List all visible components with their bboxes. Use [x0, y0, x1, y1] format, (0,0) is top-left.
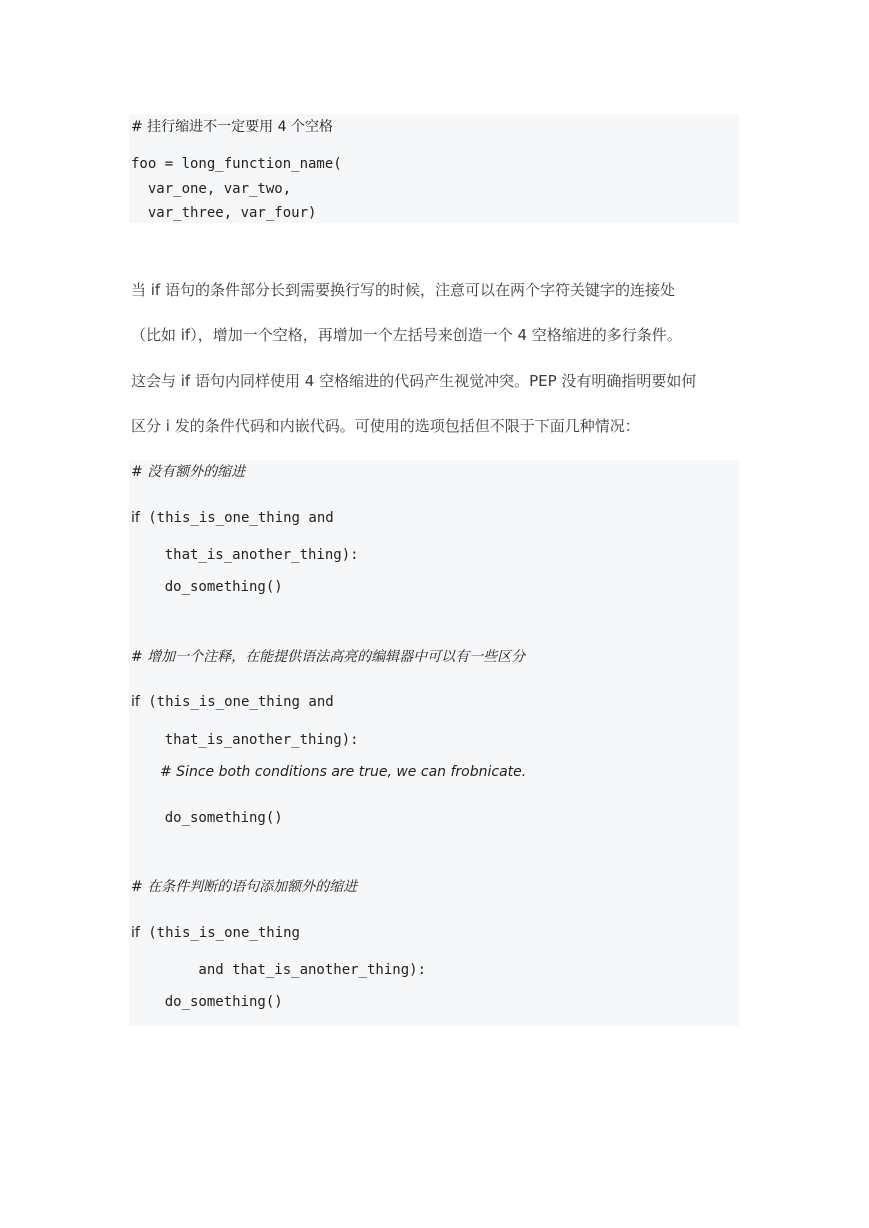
- keyword-if: if: [131, 510, 140, 526]
- paragraph-line: 区分 i 发的条件代码和内嵌代码。可使用的选项包括但不限于下面几种情况：: [131, 417, 640, 435]
- code-line: foo = long_function_name(: [131, 156, 342, 172]
- code-line: [131, 511, 334, 525]
- paragraph-line: 当 if 语句的条件部分长到需要换行写的时候，注意可以在两个字符关键字的连接处: [131, 281, 675, 299]
- keyword-if: if: [131, 694, 140, 710]
- code-line: and that_is_another_thing):: [131, 962, 427, 978]
- code-inline-comment: # Since both conditions are true, we can frobnicate.: [160, 764, 527, 780]
- code-line: that_is_another_thing):: [131, 732, 359, 748]
- code-line: [131, 695, 334, 709]
- code-line: [131, 926, 300, 940]
- code-text: (this_is_one_thing and: [139, 510, 334, 526]
- code-comment: # 没有额外的缩进: [131, 464, 246, 480]
- code-line: do_something(): [131, 994, 283, 1010]
- code-line: var_one, var_two,: [131, 181, 292, 197]
- code-line: var_three, var_four): [131, 205, 317, 221]
- paragraph-line: 这会与 if 语句内同样使用 4 空格缩进的代码产生视觉冲突。PEP 没有明确指明要如何: [131, 372, 697, 390]
- code-comment: # 增加一个注释，在能提供语法高亮的编辑器中可以有一些区分: [131, 649, 526, 665]
- code-comment: # 挂行缩进不一定要用 4 个空格: [131, 119, 333, 135]
- keyword-if: if: [131, 925, 140, 941]
- code-line: do_something(): [131, 579, 283, 595]
- code-comment: # 在条件判断的语句添加额外的缩进: [131, 879, 358, 895]
- code-text: (this_is_one_thing and: [139, 694, 334, 710]
- code-line: that_is_another_thing):: [131, 547, 359, 563]
- code-text: (this_is_one_thing: [139, 925, 300, 941]
- paragraph-line: （比如 if），增加一个空格，再增加一个左括号来创造一个 4 空格缩进的多行条件。: [131, 326, 682, 344]
- code-line: do_something(): [131, 810, 283, 826]
